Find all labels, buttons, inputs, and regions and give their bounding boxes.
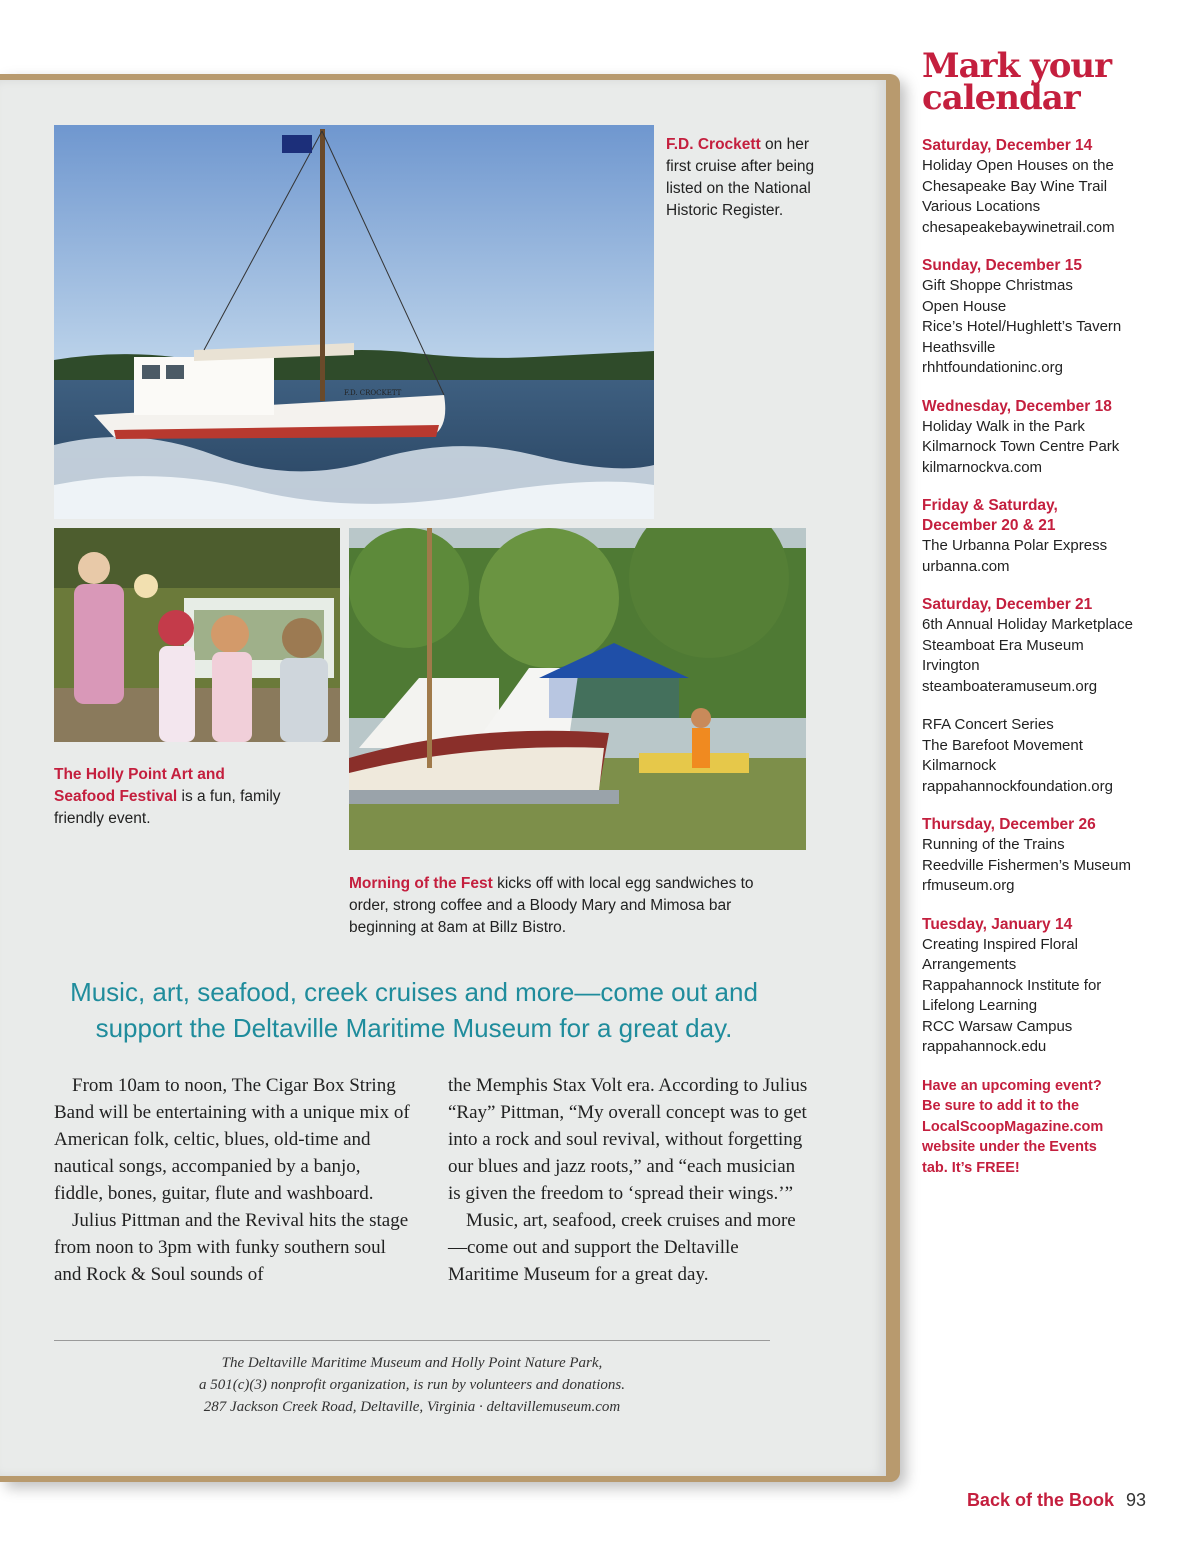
event-detail: RFA Concert Series [922, 716, 1054, 733]
event-detail: rfmuseum.org [922, 877, 1015, 894]
calendar-event [922, 595, 1192, 697]
event-detail: urbanna.com [922, 557, 1010, 575]
event-detail: Open House [922, 297, 1007, 315]
event-detail: The Urbanna Polar Express [922, 537, 1108, 554]
event-detail: chesapeakebaywinetrail.com [922, 218, 1115, 236]
event-detail: Heathsville [922, 338, 996, 356]
sidebar-title [922, 46, 1192, 118]
event-detail: 6th Annual Holiday Marketplace [922, 616, 1133, 633]
event-detail: Rappahannock Institute for [922, 976, 1102, 994]
event-detail: Steamboat Era Museum [922, 636, 1084, 654]
boat-caption-text: on her first cruise after being listed on the National Historic Register. [666, 136, 815, 219]
event-detail: Arrangements [922, 956, 1017, 973]
kids-photo [54, 528, 340, 742]
body-paragraph: Julius Pittman and the Revival hits the stage from noon to 3pm with funky southern soul and Rock & Soul sounds of [54, 1210, 409, 1285]
event-date: Wednesday, December 18 [922, 397, 1112, 415]
event-detail: Gift Shoppe Christmas [922, 277, 1073, 294]
calendar-event [922, 715, 1192, 797]
event-detail: rappahannockfoundation.org [922, 777, 1113, 795]
festival-caption [349, 873, 759, 939]
calendar-event [922, 815, 1192, 897]
calendar-event [922, 256, 1192, 379]
event-detail: Running of the Trains [922, 836, 1065, 853]
boat-photo [54, 125, 654, 519]
event-date: Saturday, December 21 [922, 596, 1093, 613]
body-column-left [54, 1072, 414, 1288]
event-detail: Creating Inspired Floral [922, 935, 1078, 953]
event-date: Tuesday, January 14 [922, 915, 1073, 933]
event-detail: RCC Warsaw Campus [922, 1017, 1073, 1035]
body-paragraph: Music, art, seafood, creek cruises and more—come out and support the Deltaville Maritime Museum for a great day. [448, 1210, 796, 1285]
event-detail: rhhtfoundationinc.org [922, 359, 1063, 376]
body-paragraph: From 10am to noon, The Cigar Box String Band will be entertaining with a unique mix of American folk, celtic, blues, old-time and nautical songs, accompanied by a banjo, fiddle, bones, guitar, flute and washboard. [54, 1075, 410, 1204]
calendar-event [922, 397, 1192, 479]
event-detail: Holiday Open Houses on the [922, 157, 1114, 174]
divider-rule [54, 1340, 770, 1341]
event-detail: rappahannock.edu [922, 1038, 1047, 1055]
festival-caption-text: kicks off with local egg sandwiches to order, strong coffee and a Bloody Mary and Mimosa bar beginning at 8am at Billz Bistro. [349, 875, 754, 936]
body-column-right [448, 1072, 808, 1288]
event-detail: Reedville Fishermen’s Museum [922, 856, 1131, 874]
hull-name-text: F.D. CROCKETT [344, 389, 402, 397]
event-detail: Holiday Walk in the Park [922, 417, 1085, 435]
calendar-event [922, 496, 1192, 577]
footnote-line: The Deltaville Maritime Museum and Holly Point Nature Park, [221, 1355, 603, 1371]
body-paragraph-continued: the Memphis Stax Volt era. According to Julius “Ray” Pittman, “My overall concept was to get into a rock and soul revival, without forgetting our blues and jazz roots,” and “each musician is given the freedom to ‘spread their wings.’” [448, 1075, 808, 1204]
sidebar-title-line: calendar [922, 78, 1080, 118]
submit-event-callout: Have an upcoming event? Be sure to add it to the LocalScoopMagazine.com website under the Events tab. It’s FREE! [922, 1077, 1104, 1176]
page-number: 93 [1125, 1490, 1146, 1510]
section-name: Back of the Book [966, 1490, 1114, 1510]
pull-quote: Music, art, seafood, creek cruises and more—come out and support the Deltaville Maritime Museum for a great day. [70, 977, 758, 1043]
event-detail: Kilmarnock Town Centre Park [922, 438, 1120, 455]
footnote-line: a 501(c)(3) nonprofit organization, is run by volunteers and donations. [199, 1377, 625, 1393]
event-detail: steamboateramuseum.org [922, 677, 1098, 695]
boat-caption-lead: F.D. Crockett [666, 136, 761, 153]
event-date: Friday & Saturday, December 20 & 21 [922, 497, 1058, 534]
calendar-event [922, 136, 1192, 238]
event-date: Thursday, December 26 [922, 816, 1096, 833]
kids-caption-text: is a fun, family friendly event. [54, 788, 281, 827]
kids-caption [54, 764, 284, 830]
event-list [922, 136, 1192, 1058]
festival-photo [349, 528, 806, 850]
event-detail: Rice’s Hotel/Hughlett’s Tavern [922, 318, 1122, 335]
footnote-line: 287 Jackson Creek Road, Deltaville, Virginia · deltavillemuseum.com [203, 1399, 621, 1415]
festival-caption-lead: Morning of the Fest [349, 875, 493, 892]
sidebar-title-line: Mark your [922, 46, 1112, 86]
kids-caption-lead: The Holly Point Art and Seafood Festival [54, 766, 225, 805]
event-detail: Irvington [922, 657, 980, 674]
calendar-event [922, 915, 1192, 1058]
event-date: Saturday, December 14 [922, 137, 1093, 154]
event-detail: Chesapeake Bay Wine Trail [922, 177, 1108, 195]
event-detail: Lifelong Learning [922, 997, 1038, 1014]
museum-footnote [54, 1352, 770, 1418]
page-footer [967, 1490, 1146, 1511]
calendar-sidebar [922, 46, 1192, 1178]
event-detail: kilmarnockva.com [922, 458, 1043, 476]
event-date: Sunday, December 15 [922, 257, 1082, 274]
event-detail: The Barefoot Movement [922, 736, 1083, 754]
boat-caption [666, 134, 826, 222]
event-detail: Various Locations [922, 198, 1041, 215]
event-detail: Kilmarnock [922, 757, 997, 774]
